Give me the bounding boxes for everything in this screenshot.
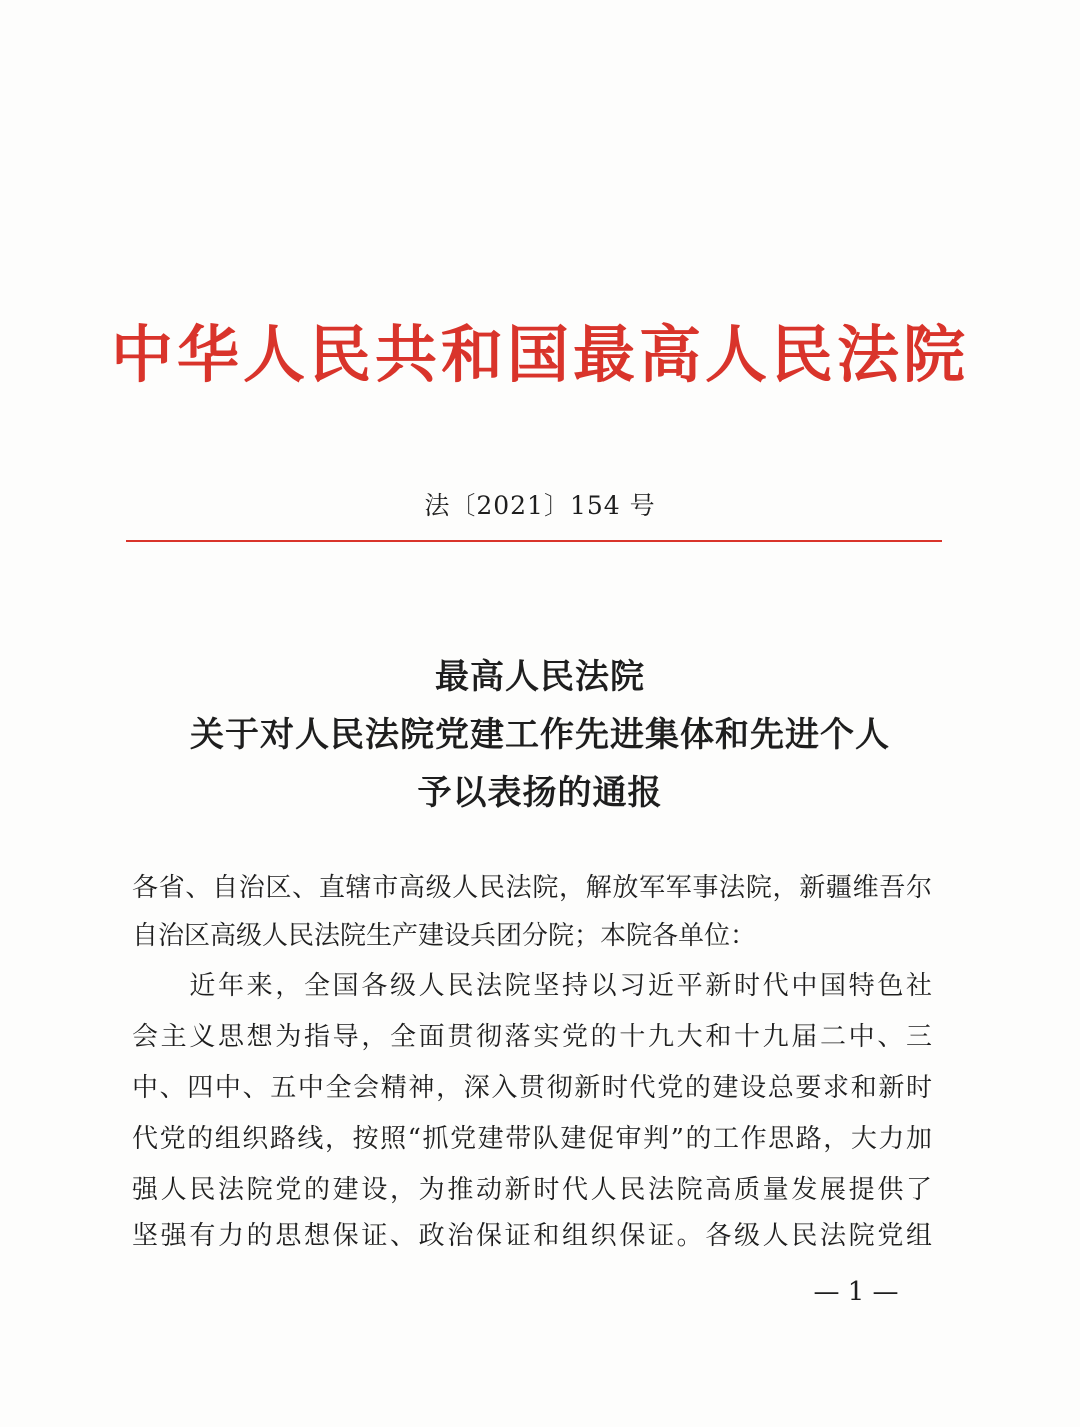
document-title-line-1: 最高人民法院 <box>435 657 645 697</box>
addressee-line: 自治区高级人民法院生产建设兵团分院；本院各单位： <box>132 921 757 951</box>
red-divider-line <box>126 540 942 542</box>
addressee-line: 各省、自治区、直辖市高级人民法院，解放军军事法院，新疆维吾尔 <box>132 873 932 903</box>
paragraph-line: 中、四中、五中全会精神，深入贯彻新时代党的建设总要求和新时 <box>132 1073 932 1103</box>
document-title-line-2: 关于对人民法院党建工作先进集体和先进个人 <box>190 715 890 755</box>
paragraph-line: 近年来，全国各级人民法院坚持以习近平新时代中国特色社 <box>132 971 932 1001</box>
paragraph-line: 会主义思想为指导，全面贯彻落实党的十九大和十九届二中、三 <box>132 1022 932 1052</box>
page-number: — 1 — <box>813 1277 899 1307</box>
document-number: 法〔2021〕154 号 <box>424 491 656 520</box>
document-title-line-3: 予以表扬的通报 <box>417 773 663 813</box>
issuer-heading: 中华人民共和国最高人民法院 <box>110 318 969 391</box>
paragraph-line: 代党的组织路线，按照“抓党建带队建促审判”的工作思路，大力加 <box>132 1124 932 1154</box>
paragraph-line: 坚强有力的思想保证、政治保证和组织保证。各级人民法院党组 <box>132 1221 932 1251</box>
paragraph-line: 强人民法院党的建设，为推动新时代人民法院高质量发展提供了 <box>132 1175 932 1205</box>
